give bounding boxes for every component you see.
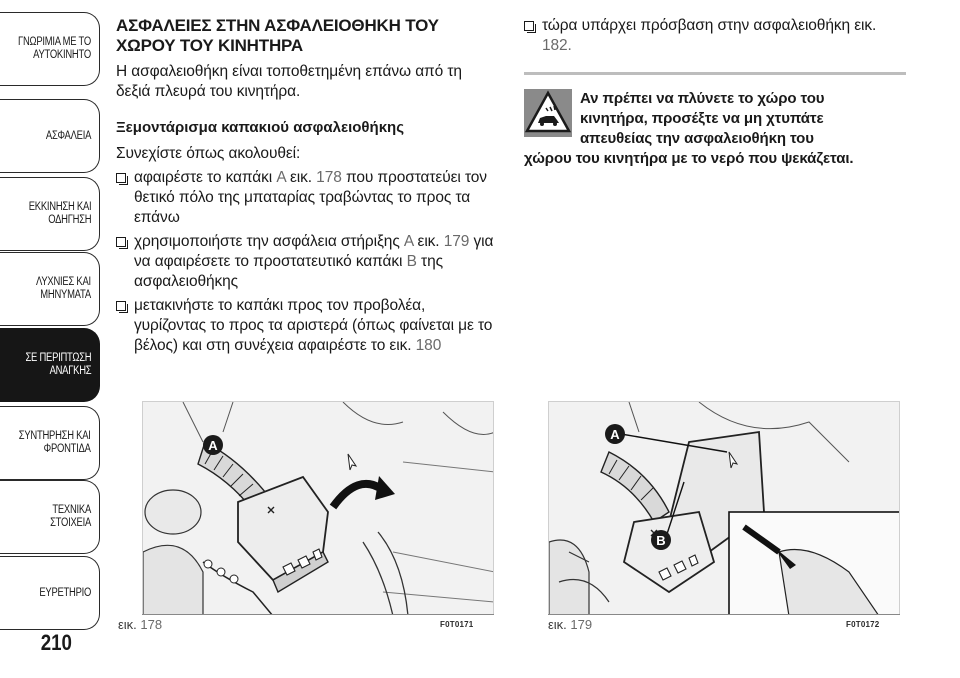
warning-car-wash-icon bbox=[524, 89, 572, 137]
figure-178-caption: εικ. 178 bbox=[118, 617, 163, 632]
caption-rule bbox=[142, 614, 494, 615]
list-item: μετακινήστε το καπάκι προς τον προβολέα, γυρίζοντας το προς τα αριστερά (όπως φαίνεται με το βέλος) και στη συνέχεια αφαιρέστε το εικ. 180 bbox=[116, 296, 496, 356]
figure-179-illustration bbox=[548, 401, 900, 615]
list-item: αφαιρέστε το καπάκι A εικ. 178 που προστατεύει τον θετικό πόλο της μπαταρίας τραβώντας το προς τα επάνω bbox=[116, 168, 496, 228]
tab-index[interactable]: ΕΥΡΕΤΗΡΙΟ bbox=[0, 556, 100, 630]
divider bbox=[524, 72, 906, 75]
proceed-text: Συνεχίστε όπως ακολουθεί: bbox=[116, 145, 301, 162]
subheading: Ξεμοντάρισμα καπακιού ασφαλειοθήκης bbox=[116, 119, 405, 136]
left-column bbox=[116, 16, 496, 356]
checkbox-bullet-icon bbox=[116, 301, 126, 311]
figure-178-illustration bbox=[142, 401, 494, 615]
warning-block bbox=[524, 89, 908, 169]
checkbox-bullet-icon bbox=[116, 237, 126, 247]
list-item: τώρα υπάρχει πρόσβαση στην ασφαλειοθήκη εικ. 182. bbox=[524, 16, 908, 56]
right-column bbox=[524, 16, 908, 169]
tab-getting-to-know-car[interactable]: ΓΝΩΡΙΜΙΑ ΜΕ ΤΟ ΑΥΤΟΚΙΝΗΤΟ bbox=[0, 12, 100, 86]
caption-rule bbox=[548, 614, 900, 615]
intro-paragraph: Η ασφαλειοθήκη είναι τοποθετημένη επάνω από τη δεξιά πλευρά του κινητήρα. bbox=[116, 63, 462, 100]
tab-lights-messages[interactable]: ΛΥΧΝΙΕΣ ΚΑΙ ΜΗΝΥΜΑΤΑ bbox=[0, 252, 100, 326]
callout-a-text: A bbox=[208, 438, 218, 453]
tab-emergency[interactable]: ΣΕ ΠΕΡΙΠΤΩΣΗ ΑΝΑΓΚΗΣ bbox=[0, 328, 100, 402]
tab-technical-data[interactable]: ΤΕΧΝΙΚΑ ΣΤΟΙΧΕΙΑ bbox=[0, 480, 100, 554]
checkbox-bullet-icon bbox=[524, 21, 534, 31]
tab-starting-driving[interactable]: ΕΚΚΙΝΗΣΗ ΚΑΙ ΟΔΗΓΗΣΗ bbox=[0, 177, 100, 251]
figure-178-code: F0T0171 bbox=[440, 620, 474, 629]
tab-maintenance-care[interactable]: ΣΥΝΤΗΡΗΣΗ ΚΑΙ ΦΡΟΝΤΙΔΑ bbox=[0, 406, 100, 480]
list-item: χρησιμοποιήστε την ασφάλεια στήριξης A εικ. 179 για να αφαιρέσετε το προστατευτικό καπάκι B της ασφαλειοθήκης bbox=[116, 232, 496, 292]
warning-text: Αν πρέπει να πλύνετε το χώρο του κινητήρα, προσέξτε να μη χτυπάτε απευθείας την ασφαλειοθήκη του χώρου του κινητήρα με το νερό που ψεκάζεται. bbox=[524, 90, 854, 167]
figure-179-caption: εικ. 179 bbox=[548, 617, 593, 632]
callout-a-text: A bbox=[610, 427, 620, 442]
figure-179-code: F0T0172 bbox=[846, 620, 880, 629]
steps-list bbox=[116, 168, 496, 356]
callout-b-text: B bbox=[656, 533, 666, 548]
section-heading: ΑΣΦΑΛΕΙΕΣ ΣΤΗΝ ΑΣΦΑΛΕΙΟΘΗΚΗ ΤΟΥ ΧΩΡΟΥ ΤΟΥ ΚΙΝΗΤΗΡΑ bbox=[116, 16, 439, 55]
tab-safety[interactable]: ΑΣΦΑΛΕΙΑ bbox=[0, 99, 100, 173]
checkbox-bullet-icon bbox=[116, 173, 126, 183]
page-number: 210 bbox=[40, 630, 72, 655]
